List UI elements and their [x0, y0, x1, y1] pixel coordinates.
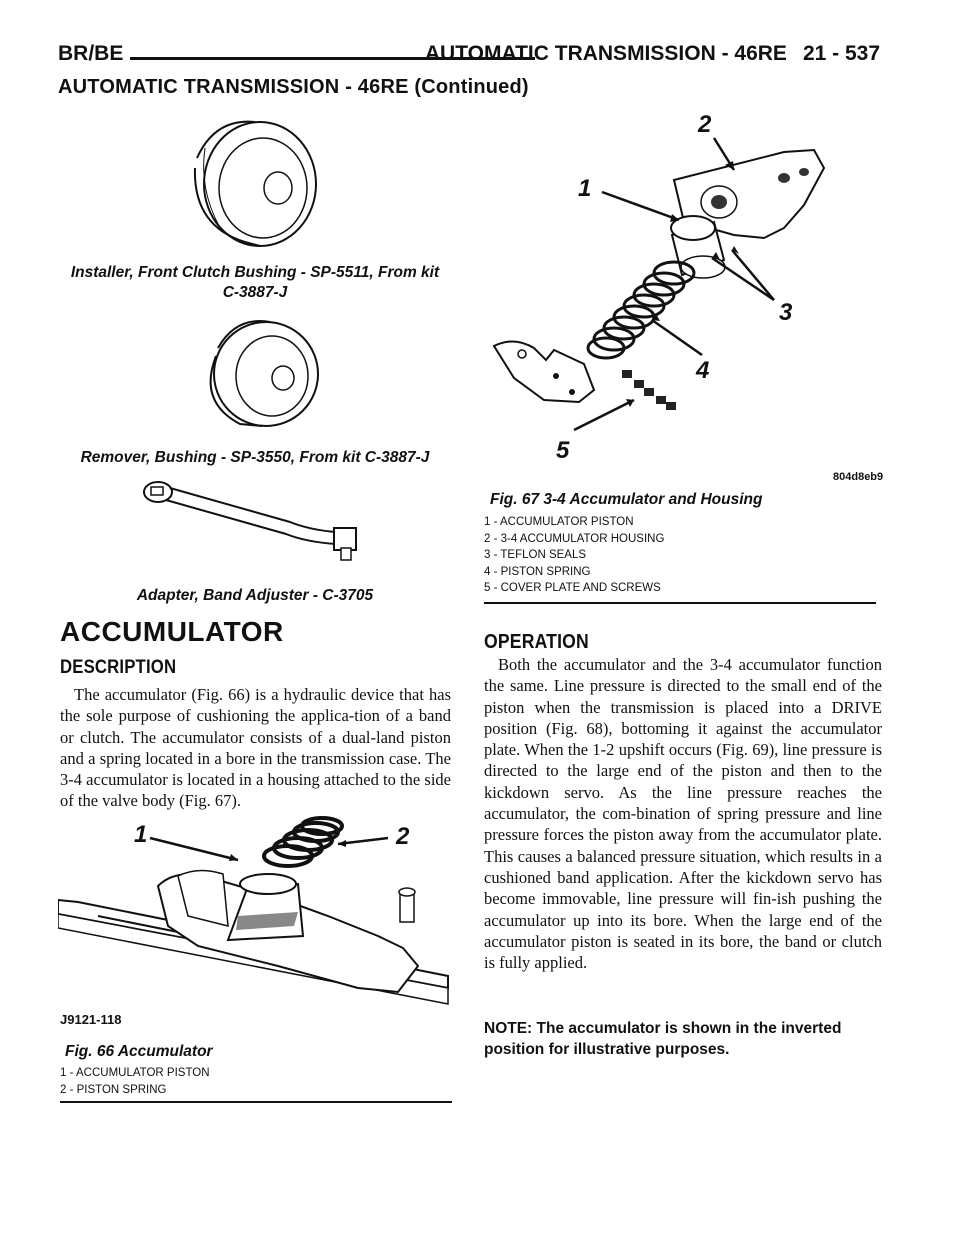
fig67-callout-1: 1	[578, 175, 592, 202]
fig66-callout-1: 1	[134, 821, 148, 848]
fig66-caption: Fig. 66 Accumulator	[65, 1043, 213, 1060]
tool-caption-line: Installer, Front Clutch Bushing - SP-5511, From kit	[70, 264, 440, 281]
operation-note: NOTE: The accumulator is shown in the inverted position for illustrative purposes.	[484, 1020, 842, 1058]
installer-tool-illustration	[175, 108, 325, 248]
tool-caption-installer	[60, 263, 450, 303]
fig66-rule	[60, 1101, 452, 1103]
description-body	[60, 684, 451, 812]
header-model: BR/BE	[58, 42, 124, 65]
operation-paragraph: Both the accumulator and the 3-4 accumulator function the same. Line pressure is directed to the small end of the piston when the transmission is placed into a DRIVE position (Fig. 68), bottoming it against the accumulator plate. When the 1-2 upshift occurs (Fig. 69), line pressure is directed to the large end of the piston and then to the kickdown servo. As the line pressure reaches the accumulator, the com-bination of spring pressure and line pressure forces the piston away from the accumulator plate. This causes a balanced pressure situation, which results in a cushioned band application. After the kickdown servo has become immovable, line pressure will fin-ish pushing the accumulator up into its bore. When the large end of the accumulator piston is seated in its bore, the band or clutch is fully applied.	[484, 655, 882, 973]
description-paragraph: The accumulator (Fig. 66) is a hydraulic device that has the sole purpose of cushioning the applica-tion of a band or clutch. The accumulator consists of a dual-land piston and a spring located in a bore in the transmission case. The 3-4 accumulator is located in a housing attached to the side of the valve body (Fig. 67).	[60, 685, 451, 811]
fig67-rule	[484, 602, 876, 604]
page-header	[58, 42, 880, 72]
fig67-callout-3: 3	[779, 299, 793, 326]
description-heading: DESCRIPTION	[60, 657, 177, 678]
operation-body	[484, 654, 882, 973]
legend-item: 5 - COVER PLATE AND SCREWS	[484, 582, 661, 594]
legend-item: 2 - 3-4 ACCUMULATOR HOUSING	[484, 532, 665, 545]
fig67-legend	[484, 514, 664, 597]
header-title: AUTOMATIC TRANSMISSION - 46RE	[424, 42, 787, 65]
continued-heading: AUTOMATIC TRANSMISSION - 46RE (Continued)	[58, 76, 529, 98]
adapter-tool-illustration	[140, 478, 380, 568]
section-title: ACCUMULATOR	[60, 616, 284, 647]
fig67-callout-4: 4	[696, 357, 710, 384]
fig66-legend	[60, 1065, 210, 1098]
fig67-image-code: 804d8eb9	[833, 471, 884, 483]
page-number: 21 - 537	[802, 42, 880, 65]
legend-item: 1 - ACCUMULATOR PISTON	[484, 516, 634, 528]
tool-caption-remover: Remover, Bushing - SP-3550, From kit C-3887-J	[80, 449, 430, 466]
fig67-caption: Fig. 67 3-4 Accumulator and Housing	[490, 491, 763, 508]
legend-item: 3 - TEFLON SEALS	[484, 549, 587, 561]
fig66-image-code: J9121-118	[60, 1012, 122, 1027]
operation-heading: OPERATION	[484, 631, 589, 653]
legend-item: 4 - PISTON SPRING	[484, 565, 591, 578]
legend-item: 2 - PISTON SPRING	[60, 1083, 167, 1096]
fig67-callout-5: 5	[556, 437, 570, 464]
tool-caption-line: C-3887-J	[222, 284, 288, 301]
header-right	[425, 42, 880, 66]
remover-tool-illustration	[180, 312, 330, 430]
fig67-illustration	[484, 110, 884, 485]
legend-item: 1 - ACCUMULATOR PISTON	[60, 1067, 210, 1079]
tool-caption-adapter: Adapter, Band Adjuster - C-3705	[136, 587, 374, 604]
fig66-illustration	[58, 816, 453, 1031]
fig66-callout-2: 2	[396, 823, 410, 850]
fig67-callout-2: 2	[698, 111, 712, 138]
